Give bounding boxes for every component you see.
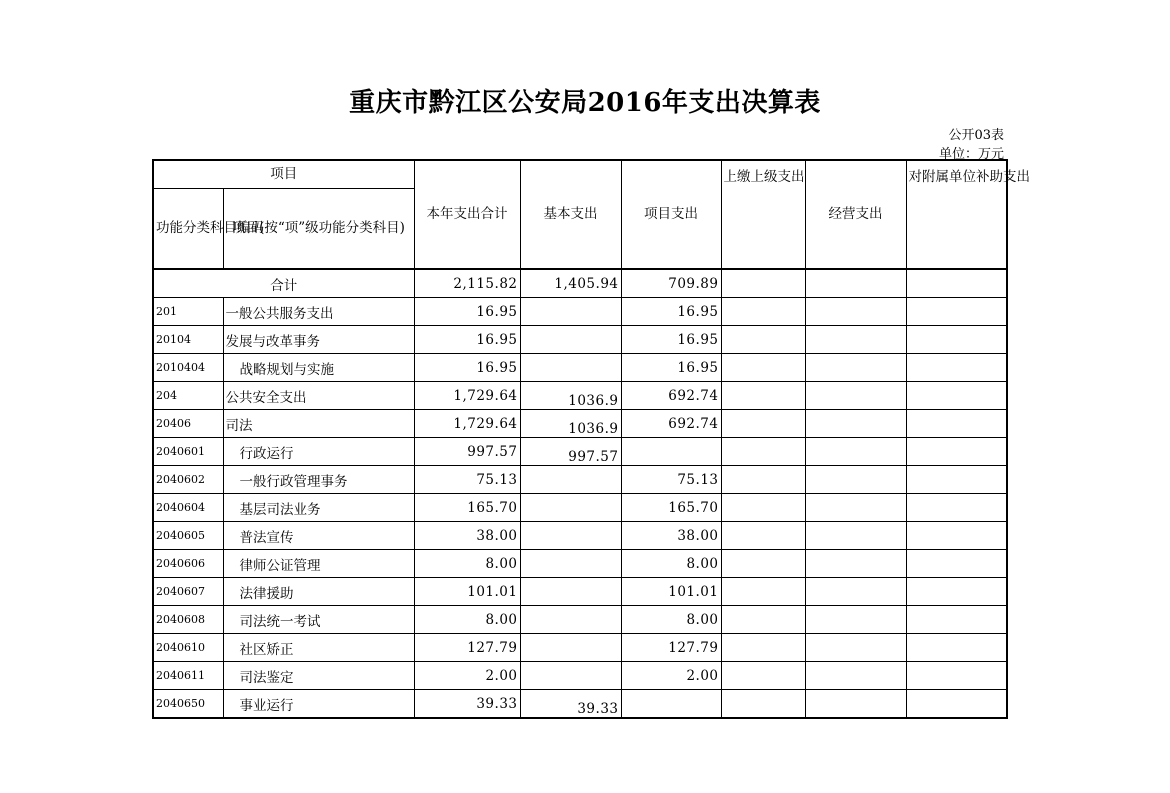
row-name: 律师公证管理	[223, 550, 414, 578]
table-row	[153, 494, 1007, 522]
row-upper	[721, 522, 805, 550]
row-project: 8.00	[621, 550, 721, 578]
header-name: 项目(按“项”级功能分类科目)	[223, 189, 414, 270]
row-subsidy	[906, 410, 1007, 438]
row-business	[805, 634, 906, 662]
row-basic	[520, 578, 621, 606]
row-basic	[520, 466, 621, 494]
row-upper	[721, 298, 805, 326]
row-name: 一般公共服务支出	[223, 298, 414, 326]
row-upper	[721, 382, 805, 410]
header-total: 本年支出合计	[414, 160, 520, 269]
row-total: 997.57	[414, 438, 520, 466]
row-upper	[721, 690, 805, 719]
table-row	[153, 466, 1007, 494]
row-project: 165.70	[621, 494, 721, 522]
row-name: 发展与改革事务	[223, 326, 414, 354]
row-name: 事业运行	[223, 690, 414, 719]
row-total: 8.00	[414, 550, 520, 578]
row-project: 8.00	[621, 606, 721, 634]
row-code: 204	[153, 382, 223, 410]
row-total: 1,729.64	[414, 382, 520, 410]
row-name: 司法鉴定	[223, 662, 414, 690]
row-name: 一般行政管理事务	[223, 466, 414, 494]
row-code: 2040607	[153, 578, 223, 606]
row-total: 38.00	[414, 522, 520, 550]
summary-total: 2,115.82	[414, 269, 520, 298]
row-code: 20104	[153, 326, 223, 354]
row-basic: 997.57	[520, 438, 621, 466]
expenditure-table	[152, 159, 1030, 719]
header-upper: 上缴上级支出	[721, 160, 805, 269]
row-basic	[520, 550, 621, 578]
table-number: 公开03表	[948, 128, 1004, 143]
row-business	[805, 606, 906, 634]
row-business	[805, 382, 906, 410]
row-code: 2040610	[153, 634, 223, 662]
header-basic: 基本支出	[520, 160, 621, 269]
header-code: 功能分类科目编码	[153, 189, 223, 270]
row-subsidy	[906, 662, 1007, 690]
row-code: 2040605	[153, 522, 223, 550]
row-total: 165.70	[414, 494, 520, 522]
row-name: 司法统一考试	[223, 606, 414, 634]
row-subsidy	[906, 326, 1007, 354]
row-total: 101.01	[414, 578, 520, 606]
row-total: 16.95	[414, 298, 520, 326]
row-upper	[721, 326, 805, 354]
row-upper	[721, 354, 805, 382]
row-project: 16.95	[621, 298, 721, 326]
row-subsidy	[906, 690, 1007, 719]
row-code: 2040606	[153, 550, 223, 578]
row-code: 201	[153, 298, 223, 326]
row-basic	[520, 522, 621, 550]
row-basic: 1036.9	[520, 410, 621, 438]
table-row	[153, 550, 1007, 578]
row-subsidy	[906, 298, 1007, 326]
row-basic	[520, 634, 621, 662]
summary-basic: 1,405.94	[520, 269, 621, 298]
row-total: 1,729.64	[414, 410, 520, 438]
row-name: 普法宣传	[223, 522, 414, 550]
row-basic	[520, 298, 621, 326]
row-project: 692.74	[621, 410, 721, 438]
row-total: 2.00	[414, 662, 520, 690]
row-project	[621, 690, 721, 719]
row-business	[805, 298, 906, 326]
row-subsidy	[906, 606, 1007, 634]
summary-project: 709.89	[621, 269, 721, 298]
row-basic	[520, 662, 621, 690]
row-basic	[520, 606, 621, 634]
row-upper	[721, 578, 805, 606]
row-project: 127.79	[621, 634, 721, 662]
row-code: 2040650	[153, 690, 223, 719]
row-business	[805, 662, 906, 690]
row-code: 2040602	[153, 466, 223, 494]
row-upper	[721, 662, 805, 690]
summary-label: 合计	[153, 269, 414, 298]
row-project	[621, 438, 721, 466]
row-business	[805, 438, 906, 466]
row-business	[805, 354, 906, 382]
row-name: 司法	[223, 410, 414, 438]
table-row	[153, 578, 1007, 606]
header-project-expense: 项目支出	[621, 160, 721, 269]
unit-label: 单位：万元	[938, 147, 1004, 162]
row-basic	[520, 354, 621, 382]
row-code: 2040601	[153, 438, 223, 466]
table-row	[153, 382, 1007, 410]
table-row	[153, 606, 1007, 634]
row-subsidy	[906, 522, 1007, 550]
row-subsidy	[906, 494, 1007, 522]
row-subsidy	[906, 550, 1007, 578]
row-project: 16.95	[621, 354, 721, 382]
row-code: 2040604	[153, 494, 223, 522]
row-business	[805, 690, 906, 719]
row-upper	[721, 466, 805, 494]
row-code: 20406	[153, 410, 223, 438]
header-project: 项目	[153, 160, 414, 189]
table-row	[153, 410, 1007, 438]
row-name: 法律援助	[223, 578, 414, 606]
row-business	[805, 410, 906, 438]
row-business	[805, 326, 906, 354]
row-upper	[721, 606, 805, 634]
row-project: 16.95	[621, 326, 721, 354]
row-subsidy	[906, 466, 1007, 494]
row-code: 2010404	[153, 354, 223, 382]
table-row	[153, 354, 1007, 382]
table-row	[153, 522, 1007, 550]
header-subsidy: 对附属单位补助支出	[906, 160, 1007, 269]
row-business	[805, 578, 906, 606]
row-name: 战略规划与实施	[223, 354, 414, 382]
row-project: 75.13	[621, 466, 721, 494]
page-title: 重庆市黔江区公安局2016年支出决算表	[349, 88, 821, 118]
row-business	[805, 466, 906, 494]
row-total: 39.33	[414, 690, 520, 719]
row-code: 2040611	[153, 662, 223, 690]
summary-row	[153, 269, 1007, 298]
row-subsidy	[906, 634, 1007, 662]
row-name: 基层司法业务	[223, 494, 414, 522]
row-total: 16.95	[414, 326, 520, 354]
row-subsidy	[906, 354, 1007, 382]
row-business	[805, 494, 906, 522]
table-row	[153, 298, 1007, 326]
row-basic: 1036.9	[520, 382, 621, 410]
row-upper	[721, 438, 805, 466]
row-subsidy	[906, 382, 1007, 410]
row-total: 16.95	[414, 354, 520, 382]
table-row	[153, 662, 1007, 690]
row-basic	[520, 326, 621, 354]
row-name: 社区矫正	[223, 634, 414, 662]
row-basic: 39.33	[520, 690, 621, 719]
row-subsidy	[906, 438, 1007, 466]
row-name: 行政运行	[223, 438, 414, 466]
row-total: 75.13	[414, 466, 520, 494]
row-project: 101.01	[621, 578, 721, 606]
table-row	[153, 438, 1007, 466]
summary-subsidy	[906, 269, 1007, 298]
row-total: 127.79	[414, 634, 520, 662]
row-upper	[721, 634, 805, 662]
row-total: 8.00	[414, 606, 520, 634]
row-upper	[721, 494, 805, 522]
table-row	[153, 326, 1007, 354]
summary-upper	[721, 269, 805, 298]
table-row	[153, 634, 1007, 662]
row-project: 2.00	[621, 662, 721, 690]
row-project: 692.74	[621, 382, 721, 410]
row-project: 38.00	[621, 522, 721, 550]
row-basic	[520, 494, 621, 522]
row-code: 2040608	[153, 606, 223, 634]
row-name: 公共安全支出	[223, 382, 414, 410]
row-business	[805, 522, 906, 550]
header-business: 经营支出	[805, 160, 906, 269]
summary-business	[805, 269, 906, 298]
row-business	[805, 550, 906, 578]
row-subsidy	[906, 578, 1007, 606]
row-upper	[721, 550, 805, 578]
row-upper	[721, 410, 805, 438]
table-row	[153, 690, 1007, 719]
